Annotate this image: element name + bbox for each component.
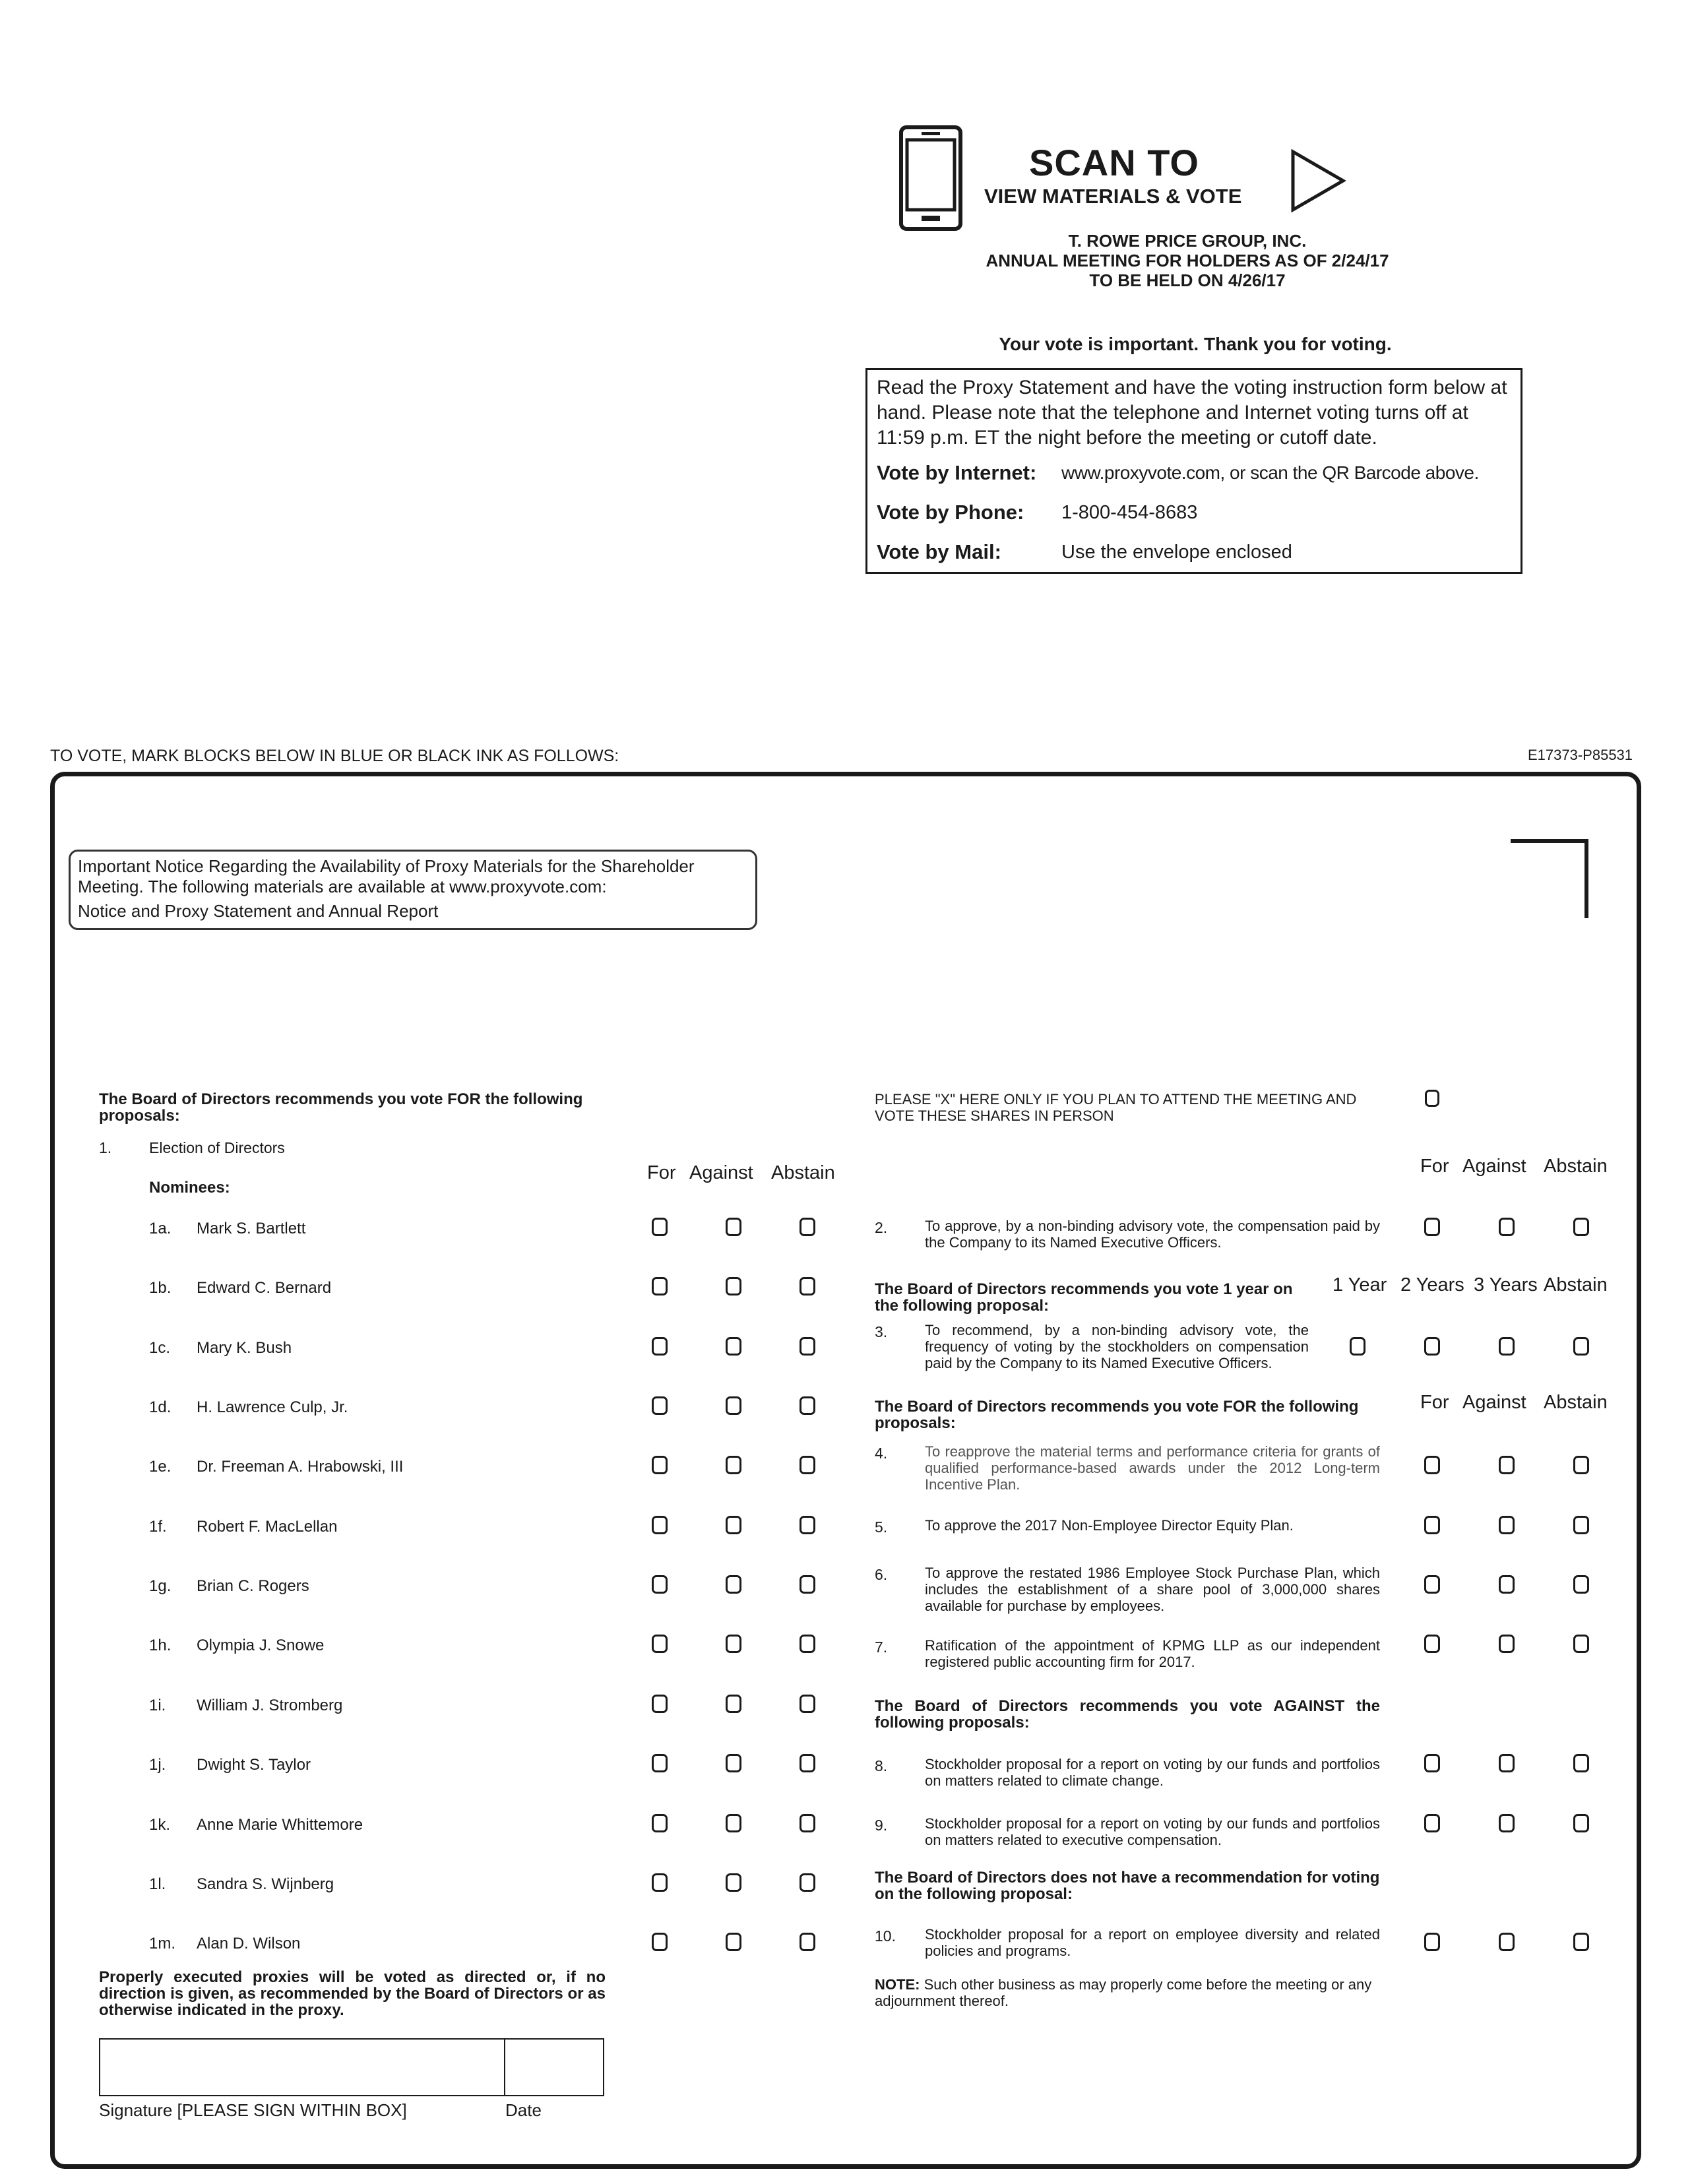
nominee-code: 1j. [149, 1756, 166, 1774]
company-name: T. ROWE PRICE GROUP, INC. [1068, 231, 1307, 251]
nominee-name: Mark S. Bartlett [197, 1220, 306, 1237]
nominee-1g-for-checkbox[interactable] [652, 1575, 668, 1594]
proposal-number: 8. [875, 1757, 888, 1774]
col-against-left: Against [689, 1162, 753, 1183]
nominee-1d-for-checkbox[interactable] [652, 1396, 668, 1415]
nominee-code: 1h. [149, 1637, 172, 1654]
nominee-1j-abstain-checkbox[interactable] [800, 1754, 815, 1772]
nominee-1a-abstain-checkbox[interactable] [800, 1218, 815, 1236]
nominee-code: 1b. [149, 1279, 172, 1297]
scan-subtitle: VIEW MATERIALS & VOTE [984, 185, 1242, 208]
scan-title: SCAN TO [1029, 142, 1199, 183]
nominee-name: Dr. Freeman A. Hrabowski, III [197, 1458, 404, 1476]
control-number: E17373-P85531 [1528, 747, 1633, 763]
proposal-number: 7. [875, 1638, 888, 1656]
other-business-note [875, 1976, 1383, 2009]
nominee-code: 1i. [149, 1697, 166, 1714]
nominee-1l-against-checkbox[interactable] [726, 1873, 741, 1892]
proposal-text: To approve the restated 1986 Employee Stock Purchase Plan, which includes the establishment of a share pool of 3,000,000 shares available for purchase by employees. [925, 1565, 1380, 1614]
nominee-1f-abstain-checkbox[interactable] [800, 1516, 815, 1534]
nominee-code: 1c. [149, 1339, 171, 1357]
nominee-1c-against-checkbox[interactable] [726, 1337, 741, 1356]
col-abstain-left: Abstain [771, 1162, 835, 1183]
nominee-name: H. Lawrence Culp, Jr. [197, 1398, 348, 1416]
proposal-6-against-checkbox[interactable] [1499, 1575, 1515, 1594]
play-arrow-icon [1290, 149, 1346, 216]
nominee-1m-for-checkbox[interactable] [652, 1933, 668, 1951]
proposal-text: To approve, by a non-binding advisory vote, the compensation paid by the Company to its Named Executive Officers. [925, 1218, 1380, 1251]
nominee-1k-abstain-checkbox[interactable] [800, 1814, 815, 1832]
nominee-1b-against-checkbox[interactable] [726, 1277, 741, 1295]
col-for-right-2: For [1420, 1392, 1449, 1413]
proposal-text: Stockholder proposal for a report on voting by our funds and portfolios on matters related to climate change. [925, 1756, 1380, 1789]
proposal-number: 10. [875, 1927, 896, 1945]
vote-phone-value[interactable]: 1-800-454-8683 [1061, 502, 1198, 523]
board-recommendation-1-year: The Board of Directors recommends you vote 1 year on the following proposal: [875, 1280, 1293, 1315]
nominee-1c-abstain-checkbox[interactable] [800, 1337, 815, 1356]
item-1-label: Election of Directors [149, 1139, 285, 1156]
nominee-1g-against-checkbox[interactable] [726, 1575, 741, 1594]
nominee-1f-for-checkbox[interactable] [652, 1516, 668, 1534]
vote-mail-value: Use the envelope enclosed [1061, 542, 1292, 563]
nominee-1j-for-checkbox[interactable] [652, 1754, 668, 1772]
nominee-1k-for-checkbox[interactable] [652, 1814, 668, 1832]
nominee-code: 1d. [149, 1398, 172, 1416]
proposal-8-against-checkbox[interactable] [1499, 1754, 1515, 1772]
proposal-10-against-checkbox[interactable] [1499, 1933, 1515, 1951]
nominee-name: Alan D. Wilson [197, 1935, 301, 1952]
board-recommendation-against: The Board of Directors recommends you vote AGAINST the following proposals: [875, 1697, 1380, 1732]
proposal-text: Stockholder proposal for a report on employee diversity and related policies and programs. [925, 1926, 1380, 1959]
nominee-name: Sandra S. Wijnberg [197, 1875, 334, 1893]
col-abstain-frequency: Abstain [1544, 1274, 1608, 1295]
attend-meeting-checkbox[interactable] [1425, 1090, 1439, 1107]
vote-intro: Read the Proxy Statement and have the voting instruction form below at hand. Please note that the telephone and Internet voting turns off at 11:59 p.m. ET the night before the meeting or cutoff date. [877, 377, 1507, 449]
nominee-1h-abstain-checkbox[interactable] [800, 1635, 815, 1653]
held-line: TO BE HELD ON 4/26/17 [1089, 270, 1286, 290]
board-recommendation-for-right: The Board of Directors recommends you vote FOR the following proposals: [875, 1398, 1359, 1432]
nominee-1a-for-checkbox[interactable] [652, 1218, 668, 1236]
vote-phone-label: Vote by Phone: [877, 501, 1024, 524]
attend-meeting-text: PLEASE "X" HERE ONLY IF YOU PLAN TO ATTEND THE MEETING AND VOTE THESE SHARES IN PERSON [875, 1091, 1357, 1124]
item-1-number: 1. [99, 1139, 112, 1156]
proposal-number: 4. [875, 1445, 888, 1462]
nominee-1j-against-checkbox[interactable] [726, 1754, 741, 1772]
proposal-9-against-checkbox[interactable] [1499, 1814, 1515, 1832]
col-abstain-right: Abstain [1544, 1156, 1608, 1177]
proposal-5-against-checkbox[interactable] [1499, 1516, 1515, 1534]
col-3-years: 3 Years [1474, 1274, 1538, 1295]
proposal-2-against-checkbox[interactable] [1499, 1218, 1515, 1236]
nominee-name: Olympia J. Snowe [197, 1637, 325, 1654]
proposal-4-against-checkbox[interactable] [1499, 1456, 1515, 1474]
nominee-1b-for-checkbox[interactable] [652, 1277, 668, 1295]
proposal-9-for-checkbox[interactable] [1424, 1814, 1440, 1832]
nominee-1i-for-checkbox[interactable] [652, 1695, 668, 1713]
notice-line-2: Meeting. The following materials are available at www.proxyvote.com: [78, 877, 607, 896]
proposal-10-for-checkbox[interactable] [1424, 1933, 1440, 1951]
nominee-1g-abstain-checkbox[interactable] [800, 1575, 815, 1594]
nominee-1c-for-checkbox[interactable] [652, 1337, 668, 1356]
nominee-code: 1e. [149, 1458, 172, 1476]
notice-line-3: Notice and Proxy Statement and Annual Report [78, 901, 439, 921]
col-abstain-right-2: Abstain [1544, 1392, 1608, 1413]
nominee-name: Mary K. Bush [197, 1339, 292, 1357]
nominee-1f-against-checkbox[interactable] [726, 1516, 741, 1534]
proposal-7-for-checkbox[interactable] [1424, 1635, 1440, 1653]
vote-important: Your vote is important. Thank you for voting. [999, 334, 1392, 354]
nominee-1m-against-checkbox[interactable] [726, 1933, 741, 1951]
mark-instructions: TO VOTE, MARK BLOCKS BELOW IN BLUE OR BLACK INK AS FOLLOWS: [50, 747, 619, 765]
proposal-8-abstain-checkbox[interactable] [1573, 1754, 1589, 1772]
proposal-5-for-checkbox[interactable] [1424, 1516, 1440, 1534]
signature-box[interactable] [99, 2038, 604, 2096]
proposal-7-against-checkbox[interactable] [1499, 1635, 1515, 1653]
proposal-9-abstain-checkbox[interactable] [1573, 1814, 1589, 1832]
col-1-year: 1 Year [1333, 1274, 1387, 1295]
nominee-code: 1k. [149, 1816, 171, 1834]
nominee-name: Brian C. Rogers [197, 1577, 309, 1595]
proposal-6-abstain-checkbox[interactable] [1573, 1575, 1589, 1594]
nominee-1l-for-checkbox[interactable] [652, 1873, 668, 1892]
nominee-1h-against-checkbox[interactable] [726, 1635, 741, 1653]
proposal-number: 9. [875, 1817, 888, 1834]
vote-mail-label: Vote by Mail: [877, 540, 1001, 563]
proposal-text: To approve the 2017 Non-Employee Director Equity Plan. [925, 1517, 1294, 1534]
col-against-right-2: Against [1462, 1392, 1526, 1413]
nominee-1i-against-checkbox[interactable] [726, 1695, 741, 1713]
nominee-1a-against-checkbox[interactable] [726, 1218, 741, 1236]
proposal-7-abstain-checkbox[interactable] [1573, 1635, 1589, 1653]
proposal-text: To reapprove the material terms and performance criteria for grants of qualified performance-based awards under the 2012 Long-term Incentive Plan. [925, 1443, 1380, 1493]
phone-icon [899, 125, 962, 234]
vote-methods-box [865, 368, 1522, 574]
vote-internet-value[interactable]: www.proxyvote.com, or scan the QR Barcode above. [1061, 462, 1479, 483]
nominees-label: Nominees: [149, 1179, 230, 1197]
proposal-4-abstain-checkbox[interactable] [1573, 1456, 1589, 1474]
proposal-number: 2. [875, 1219, 888, 1236]
proposal-3-3-years-checkbox[interactable] [1499, 1337, 1515, 1356]
col-for-right: For [1420, 1156, 1449, 1177]
nominee-1b-abstain-checkbox[interactable] [800, 1277, 815, 1295]
nominee-1k-against-checkbox[interactable] [726, 1814, 741, 1832]
nominee-1m-abstain-checkbox[interactable] [800, 1933, 815, 1951]
proposal-2-abstain-checkbox[interactable] [1573, 1218, 1589, 1236]
nominee-code: 1f. [149, 1518, 167, 1536]
proposal-10-abstain-checkbox[interactable] [1573, 1933, 1589, 1951]
signature-label: Signature [PLEASE SIGN WITHIN BOX] [99, 2100, 407, 2120]
nominee-1e-against-checkbox[interactable] [726, 1456, 741, 1474]
nominee-1e-for-checkbox[interactable] [652, 1456, 668, 1474]
nominee-code: 1l. [149, 1875, 166, 1893]
proposal-5-abstain-checkbox[interactable] [1573, 1516, 1589, 1534]
proposal-text: Ratification of the appointment of KPMG LLP as our independent registered public accounting firm for 2017. [925, 1637, 1380, 1670]
board-recommendation-for: The Board of Directors recommends you vote FOR the following proposals: [99, 1090, 583, 1125]
col-for-left: For [647, 1162, 676, 1183]
proposal-number: 3. [875, 1323, 888, 1340]
note-label: NOTE: [875, 1976, 920, 1993]
nominee-1l-abstain-checkbox[interactable] [800, 1873, 815, 1892]
nominee-1h-for-checkbox[interactable] [652, 1635, 668, 1653]
col-against-right: Against [1462, 1156, 1526, 1177]
proposal-text: To recommend, by a non-binding advisory vote, the frequency of voting by the stockholders on compensation paid by the Company to its Named Executive Officers. [925, 1322, 1309, 1371]
nominee-code: 1g. [149, 1577, 172, 1595]
nominee-name: Dwight S. Taylor [197, 1756, 311, 1774]
nominee-name: Edward C. Bernard [197, 1279, 332, 1297]
proposal-3-1-year-checkbox[interactable] [1350, 1337, 1365, 1356]
proposal-2-for-checkbox[interactable] [1424, 1218, 1440, 1236]
nominee-name: Robert F. MacLellan [197, 1518, 338, 1536]
nominee-code: 1a. [149, 1220, 172, 1237]
proposal-3-2-years-checkbox[interactable] [1424, 1337, 1440, 1356]
proposal-8-for-checkbox[interactable] [1424, 1754, 1440, 1772]
nominee-1i-abstain-checkbox[interactable] [800, 1695, 815, 1713]
nominee-1d-abstain-checkbox[interactable] [800, 1396, 815, 1415]
meeting-line: ANNUAL MEETING FOR HOLDERS AS OF 2/24/17 [986, 251, 1389, 270]
nominee-code: 1m. [149, 1935, 176, 1952]
proposal-3-abstain-checkbox[interactable] [1573, 1337, 1589, 1356]
date-label: Date [505, 2100, 542, 2120]
proxies-note: Properly executed proxies will be voted as directed or, if no direction is given, as recommended by the Board of Directors or as otherwise indicated in the proxy. [99, 1968, 606, 2019]
nominee-1e-abstain-checkbox[interactable] [800, 1456, 815, 1474]
proposal-number: 6. [875, 1566, 888, 1583]
nominee-1d-against-checkbox[interactable] [726, 1396, 741, 1415]
proposal-number: 5. [875, 1518, 888, 1536]
proposal-text: Stockholder proposal for a report on voting by our funds and portfolios on matters related to executive compensation. [925, 1815, 1380, 1848]
corner-mark [1511, 839, 1588, 918]
date-divider [504, 2038, 505, 2096]
board-no-recommendation: The Board of Directors does not have a recommendation for voting on the following proposal: [875, 1869, 1380, 1903]
nominee-name: William J. Stromberg [197, 1697, 343, 1714]
col-2-years: 2 Years [1400, 1274, 1464, 1295]
note-text: Such other business as may properly come before the meeting or any adjournment thereof. [875, 1976, 1372, 2009]
notice-line-1: Important Notice Regarding the Availability of Proxy Materials for the Shareholder [78, 856, 695, 876]
nominee-name: Anne Marie Whittemore [197, 1816, 363, 1834]
vote-internet-label: Vote by Internet: [877, 461, 1037, 484]
proposal-6-for-checkbox[interactable] [1424, 1575, 1440, 1594]
proposal-4-for-checkbox[interactable] [1424, 1456, 1440, 1474]
